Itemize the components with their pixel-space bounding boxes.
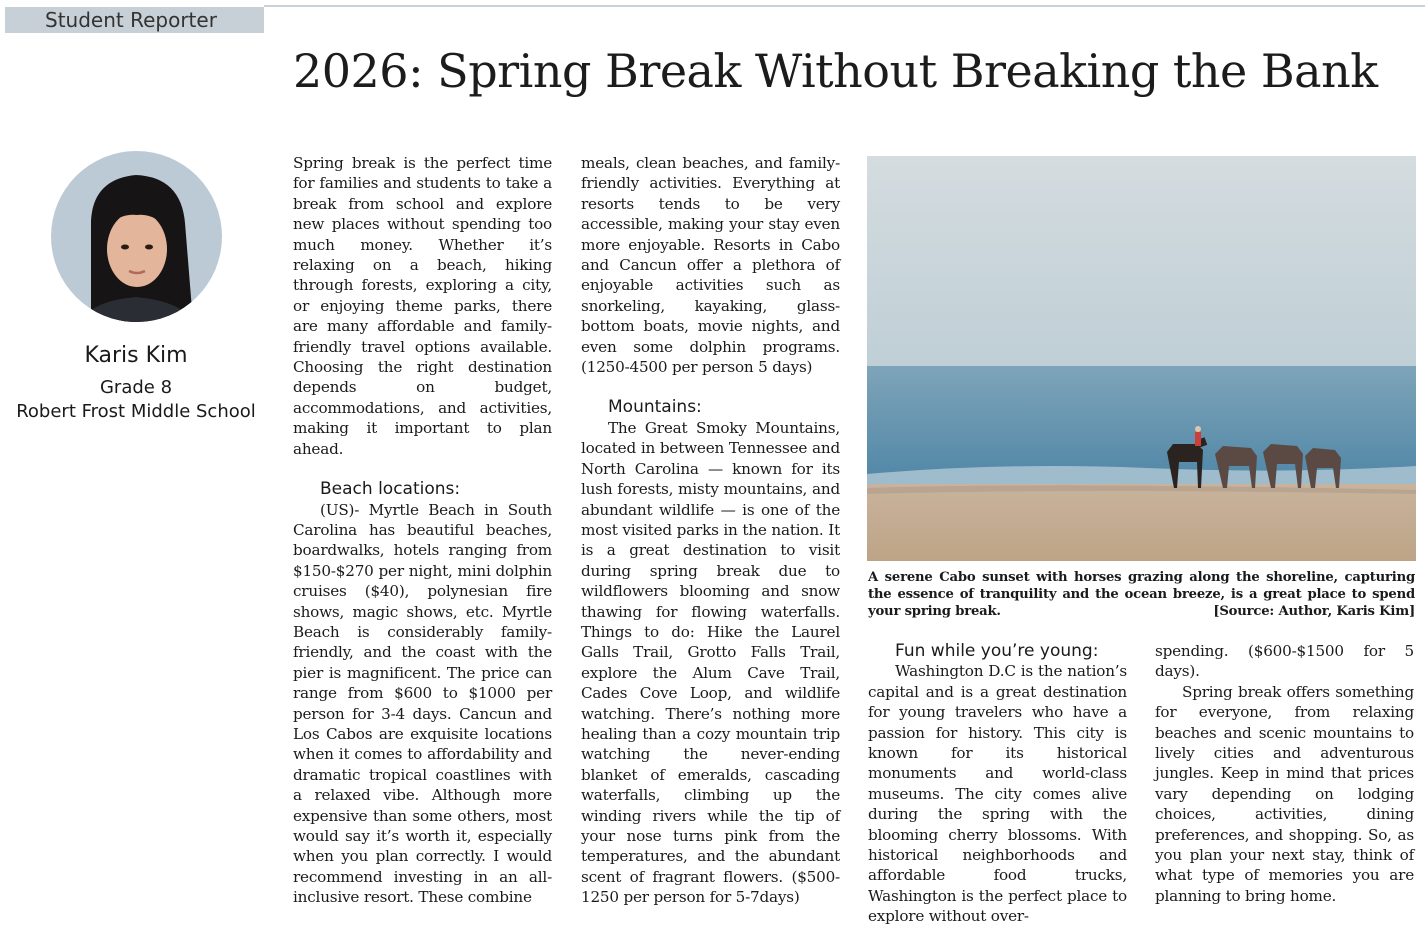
young-paragraph: Washington D.C is the nation’s capital and is a great destination for young travelers who have a passion for history. This city is known for its historical monuments and world-class museums. The city comes alive during the spring with the blooming cherry blossoms. With historical neighborhoods and affordable food trucks, Washington is the perfect place to explore without over- [868, 662, 1127, 926]
article-column-1 [293, 153, 552, 908]
mountains-heading: Mountains: [608, 397, 702, 418]
young-heading: Fun while you’re young: [895, 641, 1099, 661]
beach-heading: Beach locations: [320, 479, 461, 500]
article-column-3 [868, 641, 1127, 927]
young-paragraph-continued: spending. ($600-$1500 for 5 days). [1155, 642, 1414, 681]
author-grade: Grade 8 [99, 377, 173, 398]
article-column-2 [581, 153, 840, 908]
author-name: Karis Kim [84, 343, 188, 368]
photo-source: [Source: Author, Karis Kim] [1213, 604, 1415, 619]
mountains-paragraph: The Great Smoky Mountains, located in between Tennessee and North Carolina — known for its lush forests, misty mountains, and abundant wildlife — is one of the most visited parks in the nation. It is a great destination to visit during spring break due to wildflowers blooming and snow thawing for flowing waterfalls. Things to do: Hike the Laurel Galls Trail, Grotto Falls Trail, explore the Alum Cave Trail, Cades Cove Loop, and wildlife watching. There’s nothing more healing than a cozy mountain trip watching the never-ending blanket of emeralds, cascading waterfalls, climbing up the winding rivers while the tip of your nose turns pink from the temperatures, and the abundant scent of fragrant flowers. ($500-1250 per person for 5-7days) [581, 418, 840, 907]
conclusion-paragraph: Spring break offers something for everyone, from relaxing beaches and scenic mountains to lively cities and adventurous jungles. Keep in mind that prices vary depending on lodging choices, activities, dining preferences, and shopping. So, as you plan your next stay, think of what type of memories you are planning to bring home. [1155, 682, 1414, 905]
top-rule [264, 5, 1425, 7]
caption-text: A serene Cabo sunset with horses grazing along the shoreline, capturing the essence of tranquility and the ocean breeze, is a great place to spend your spring break. [868, 570, 1415, 619]
beach-paragraph: (US)- Myrtle Beach in South Carolina has beautiful beaches, boardwalks, hotels ranging from $150-$270 per night, mini dolphin cruises ($40), polynesian fire shows, magic shows, etc. Myrtle Beach is considerably family-friendly, and the coast with the pier is magnificent. The price can range from $600 to $1000 per person for 3-4 days. Cancun and Los Cabos are exquisite locations when it comes to affordability and dramatic tropical coastlines with a relaxed vibe. Although more expensive than some others, most would say it’s worth it, especially when you plan correctly. I would recommend investing in an all-inclusive resort. These combine [293, 500, 552, 907]
cabo-beach-photo [867, 156, 1416, 561]
photo-caption [868, 569, 1415, 620]
headline: 2026: Spring Break Without Breaking the Bank [293, 44, 1378, 98]
intro-paragraph: Spring break is the perfect time for families and students to take a break from school and explore new places without spending too much money. Whether it’s relaxing on a beach, hiking through forests, exploring a city, or enjoying theme parks, there are many affordable and family-friendly travel options available. Choosing the right destination depends on budget, accommodations, and activities, making it important to plan ahead. [293, 154, 552, 458]
author-avatar [51, 151, 222, 322]
beach-paragraph-continued: meals, clean beaches, and family-friendly activities. Everything at resorts tends to be very accessible, making your stay even more enjoyable. Resorts in Cabo and Cancun offer a plethora of enjoyable activities such as snorkeling, kayaking, glass-bottom boats, movie nights, and even some dolphin programs. (1250-4500 per person 5 days) [581, 154, 840, 377]
section-tag: Student Reporter [5, 7, 264, 33]
author-school: Robert Frost Middle School [16, 401, 256, 422]
article-column-4 [1155, 641, 1414, 906]
